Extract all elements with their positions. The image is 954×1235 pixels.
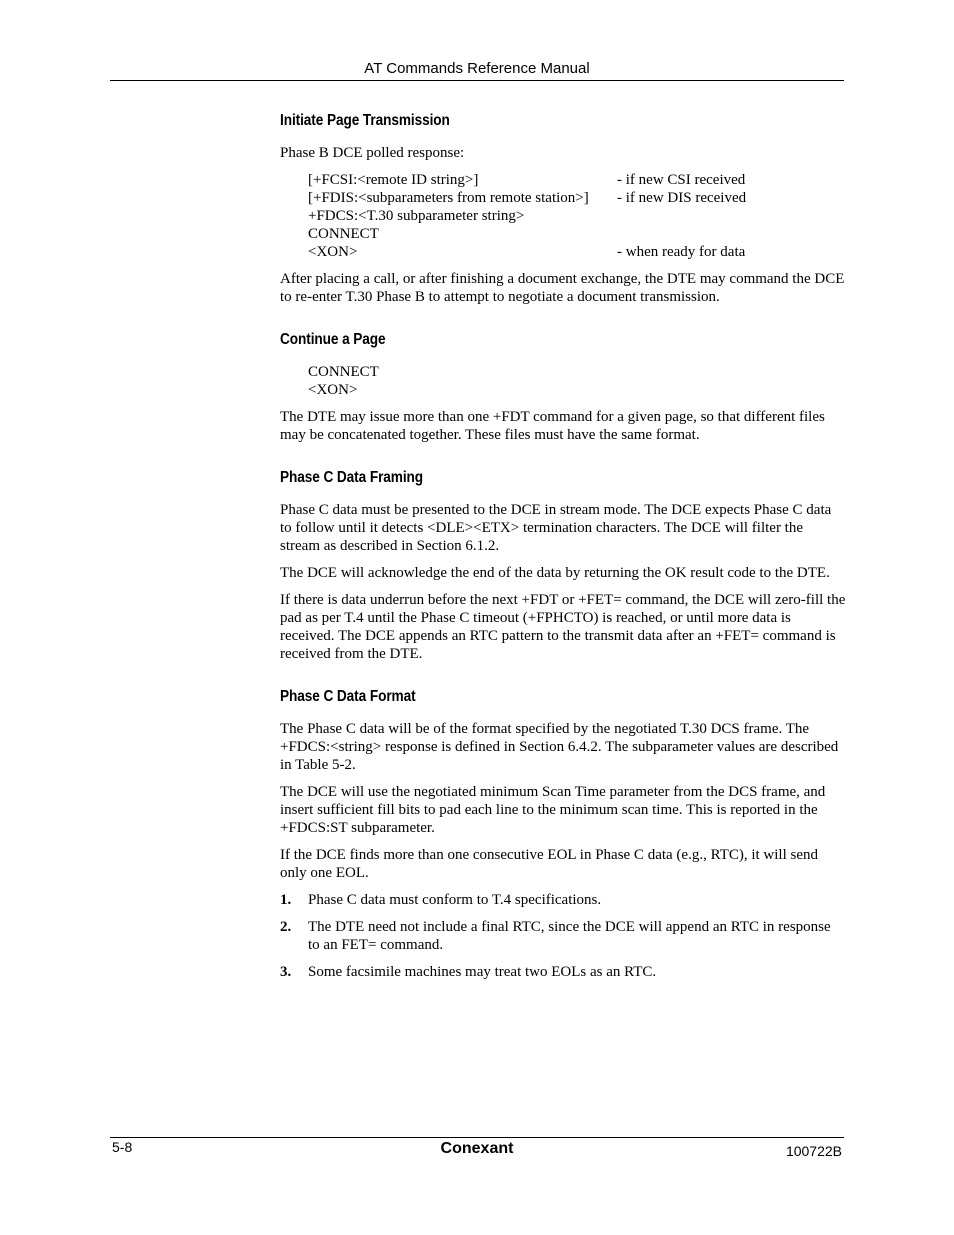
page-number: 5-8: [112, 1139, 133, 1155]
response-command: +FDCS:<T.30 subparameter string>: [308, 208, 525, 224]
list-item: [280, 963, 846, 981]
paragraph: After placing a call, or after finishing a document exchange, the DTE may command the DCE to re-enter T.30 Phase B to attempt to negotiate a document transmission.: [280, 271, 845, 305]
response-note: - if new DIS received: [617, 190, 747, 206]
list-number: 3.: [280, 964, 292, 980]
response-command: <XON>: [308, 244, 358, 260]
response-row: [308, 243, 846, 261]
company-name: Conexant: [440, 1140, 514, 1157]
paragraph: The DCE will acknowledge the end of the data by returning the OK result code to the DTE.: [280, 565, 830, 581]
list-text: The DTE need not include a final RTC, since the DCE will append an RTC in response to an FET= command.: [308, 919, 831, 953]
numbered-list: [280, 891, 846, 981]
response-command: CONNECT: [308, 364, 379, 380]
response-block: [308, 363, 846, 399]
response-command: [+FCSI:<remote ID string>]: [308, 172, 479, 188]
response-row: [308, 225, 846, 243]
paragraph: If there is data underrun before the next +FDT or +FET= command, the DCE will zero-fill the pad as per T.4 until the Phase C timeout (+FPHCTO) is reached, or until more data is received. The DCE appends an RTC pattern to the transmit data after an +FET= command is received from the DTE.: [280, 592, 846, 662]
paragraph: The DCE will use the negotiated minimum Scan Time parameter from the DCS frame, and insert sufficient fill bits to pad each line to the minimum scan time. This is reported in the +FDCS:ST subparameter.: [280, 784, 826, 836]
paragraph: Phase B DCE polled response:: [280, 145, 465, 161]
response-note: - if new CSI received: [617, 172, 746, 188]
list-number: 2.: [280, 919, 292, 935]
paragraph: Phase C data must be presented to the DCE in stream mode. The DCE expects Phase C data to follow until it detects <DLE><ETX> termination characters. The DCE will filter the stream as described in Section 6.1.2.: [280, 502, 832, 554]
running-header: AT Commands Reference Manual: [364, 60, 590, 77]
paragraph: The DTE may issue more than one +FDT command for a given page, so that different files may be concatenated together. These files must have the same format.: [280, 409, 825, 443]
page-body: [280, 112, 846, 990]
list-number: 1.: [280, 892, 292, 908]
response-block: [308, 171, 846, 261]
response-note: - when ready for data: [617, 244, 746, 260]
list-text: Some facsimile machines may treat two EOLs as an RTC.: [308, 964, 657, 980]
response-command: <XON>: [308, 382, 358, 398]
response-command: CONNECT: [308, 226, 379, 242]
list-item: [280, 918, 846, 954]
document-number: 100722B: [785, 1143, 842, 1159]
section-heading: Phase C Data Format: [280, 688, 416, 705]
response-row: [308, 171, 846, 189]
footer-rule: [110, 1137, 844, 1138]
paragraph: If the DCE finds more than one consecutive EOL in Phase C data (e.g., RTC), it will send only one EOL.: [280, 847, 819, 881]
response-command: [+FDIS:<subparameters from remote station>]: [308, 190, 589, 206]
section-heading: Phase C Data Framing: [280, 469, 424, 486]
section-heading: Initiate Page Transmission: [280, 112, 450, 129]
list-text: Phase C data must conform to T.4 specifications.: [308, 892, 602, 908]
section-heading: Continue a Page: [280, 331, 386, 348]
paragraph: The Phase C data will be of the format specified by the negotiated T.30 DCS frame. The +FDCS:<string> response is defined in Section 6.4.2. The subparameter values are described in Table 5-2.: [280, 721, 839, 773]
list-item: [280, 891, 846, 909]
header-rule: [110, 80, 844, 81]
response-row: [308, 207, 846, 225]
response-row: [308, 189, 846, 207]
